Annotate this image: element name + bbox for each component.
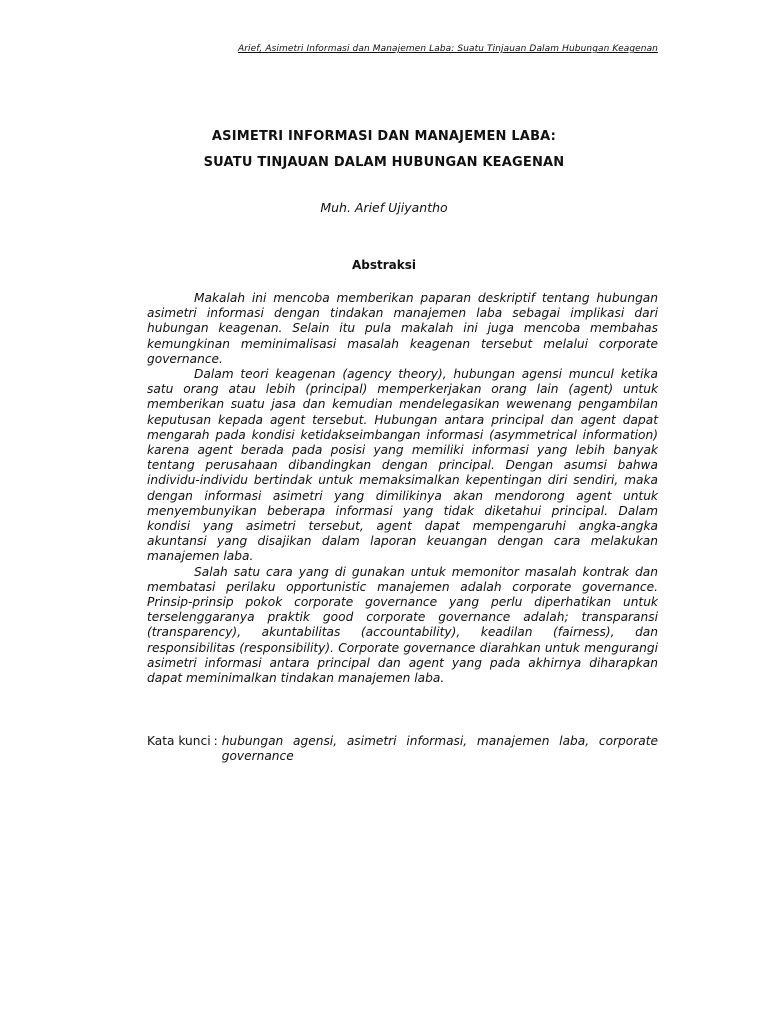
abstract-body — [147, 291, 658, 686]
abstract-heading: Abstraksi — [351, 258, 416, 272]
author-name: Muh. Arief Ujiyantho — [320, 200, 448, 215]
title-line-2: SUATU TINJAUAN DALAM HUBUNGAN KEAGENAN — [203, 155, 565, 170]
abstract-paragraph-3: Salah satu cara yang di gunakan untuk memonitor masalah kontrak dan membatasi perilaku opportunistic manajemen adalah corporate governance. Prinsip-prinsip pokok corporate governance yang perlu diperhatikan untuk terselenggaranya praktik good corporate governance adalah; transparansi (transparency), akuntabilitas (accountability), keadilan (fairness), dan responsibilitas (responsibility). Corporate governance diarahkan untuk mengurangi asimetri informasi antara principal dan agent yang pada akhirnya diharapkan dapat meminimalkan tindakan manajemen laba. — [147, 564, 658, 686]
keywords-block — [147, 734, 658, 764]
keywords-text: hubungan agensi, asimetri informasi, manajemen laba, corporate governance — [221, 734, 658, 764]
paper-title — [0, 124, 768, 176]
keywords-separator: : — [213, 734, 218, 748]
title-line-1: ASIMETRI INFORMASI DAN MANAJEMEN LABA: — [211, 129, 557, 144]
abstract-paragraph-1: Makalah ini mencoba memberikan paparan deskriptif tentang hubungan asimetri informasi dengan tindakan manajemen laba sebagai implikasi dari hubungan keagenan. Selain itu pula makalah ini juga mencoba membahas kemungkinan meminimalisasi masalah keagenan tersebut melalui corporate governance. — [147, 291, 658, 366]
keywords-label: Kata kunci — [147, 734, 211, 748]
abstract-paragraph-2: Dalam teori keagenan (agency theory), hubungan agensi muncul ketika satu orang atau lebih (principal) memperkerjakan orang lain (agent) untuk memberikan suatu jasa dan kemudian mendelegasikan wewenang pengambilan keputusan kepada agent tersebut. Hubungan antara principal dan agent dapat mengarah pada kondisi ketidakseimbangan informasi (asymmetrical information) karena agent berada pada posisi yang memiliki informasi yang lebih banyak tentang perusahaan dibandingkan dengan principal. Dengan asumsi bahwa individu-individu bertindak untuk memaksimalkan kepentingan diri sendiri, maka dengan informasi asimetri yang dimilikinya akan mendorong agent untuk menyembunyikan beberapa informasi yang tidak diketahui principal. Dalam kondisi yang asimetri tersebut, agent dapat mempengaruhi angka-angka akuntansi yang disajikan dalam laporan keuangan dengan cara melakukan manajemen laba. — [147, 367, 658, 564]
running-header: Arief, Asimetri Informasi dan Manajemen Laba: Suatu Tinjauan Dalam Hubungan Keagenan — [238, 44, 658, 54]
